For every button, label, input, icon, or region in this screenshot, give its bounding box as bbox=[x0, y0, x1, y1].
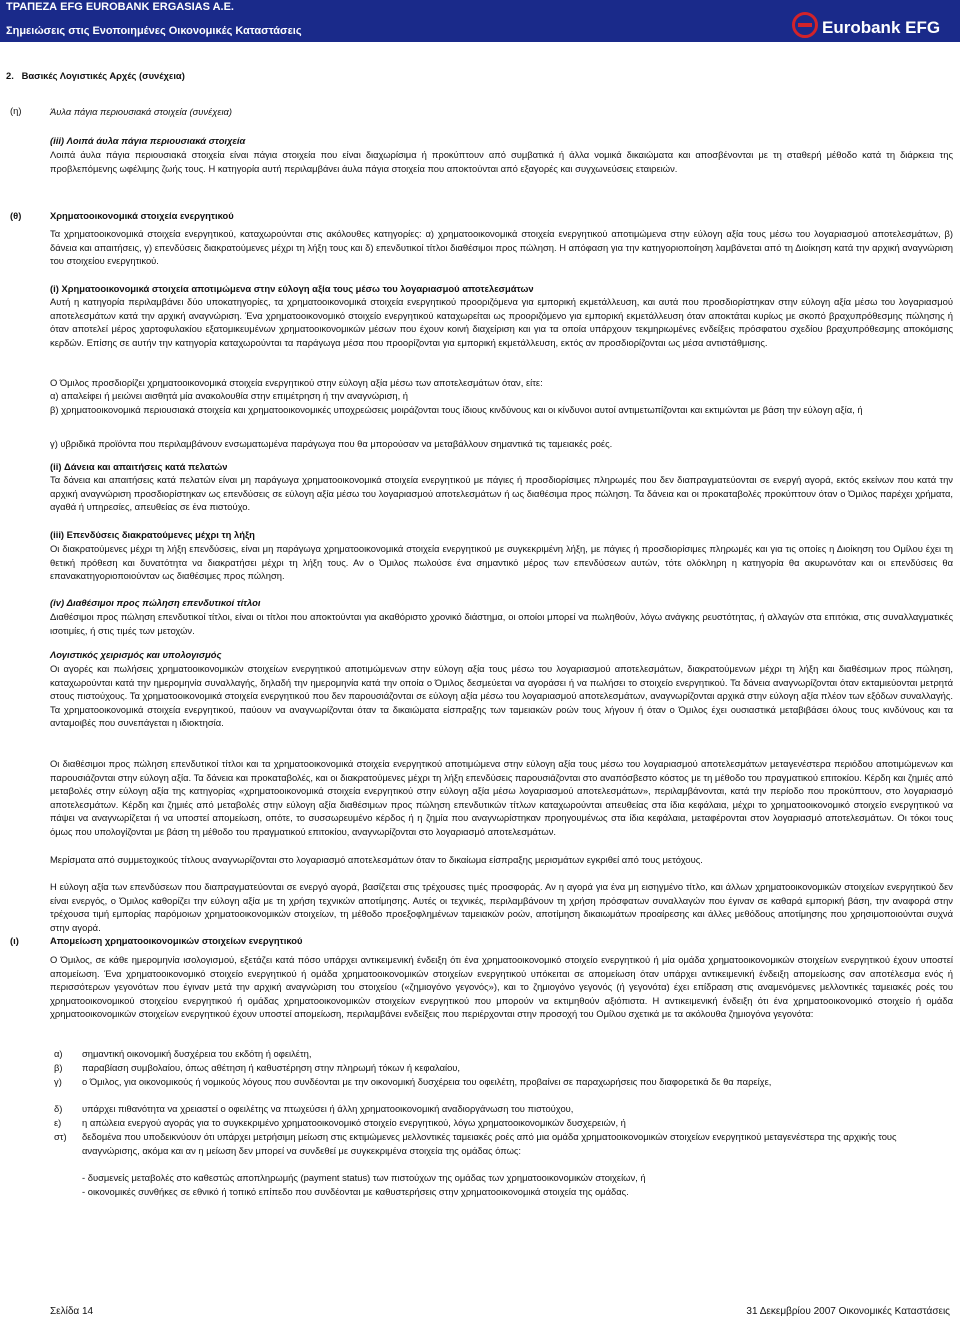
iota-dash-item: - οικονομικές συνθήκες σε εθνικό ή τοπικό επίπεδο που συνδέονται με καθυστερήσεις στην χρηματοοικονομικά στοιχεία της ομάδας. bbox=[82, 1186, 629, 1197]
theta-iv-heading: (iv) Διαθέσιμοι προς πώληση επενδυτικοί τίτλοι bbox=[50, 597, 261, 608]
page-number: Σελίδα 14 bbox=[50, 1306, 94, 1317]
accounting-text-2: Οι διαθέσιμοι προς πώληση επενδυτικοί τίτλοι και τα χρηματοοικονομικά στοιχεία ενεργητικού αποτιμώμενα στην εύλογη αξία τους μέσω του λογαριασμού αποτελεσμάτων μεταγενέστερα περιόδου αποτιμώμενων και παρουσιάζονται στην εύλογη αξία. Τα δάνεια και προκαταβολές, και οι διακρατούμενες μέχρι τη λήξη επενδύσεις παρουσιάζονται στο αναπόσβεστο κόστος με τη μέθοδο του πραγματικού επιτοκίου. Κέρδη και ζημιές από μεταβολές στην εύλογη αξία της κατηγορίας «χρηματοοικονομικά στοιχεία ενεργητικού στην εύλογη αξία μέσω λογαριασμού αποτελεσμάτων», περιλαμβάνονται, κατά την περίοδο που προκύπτουν, στο λογαριασμό αποτελεσμάτων. Κέρδη και ζημιές από μεταβολές στην εύλογη αξία διαθέσιμων προς πώληση επενδυτικών τίτλων καταχωρούνται απευθείας στα ίδια κεφάλαια, μέχρι το χρηματοοικονομικό στοιχείο ενεργητικού να πάψει να αναγνωρίζεται ή να υποστεί απομείωση, οπότε, το συσσωρευμένο κέρδος ή η ζημία που αναγνωρίστηκαν προηγουμένως στα ίδια κεφάλαια, μεταφέρονται στον λογαριασμό αποτελεσμάτων. Οι τόκοι τους όμως που υπολογίζονται με βάση τη μέθοδο του πραγματικού επιτοκίου, αναγνωρίζονται στο λογαριασμό αποτελεσμάτων. bbox=[50, 758, 953, 837]
subsection-label-theta: (θ) bbox=[10, 210, 22, 221]
iota-item-label: β) bbox=[54, 1062, 63, 1073]
theta-ii-heading: (ii) Δάνεια και απαιτήσεις κατά πελατών bbox=[50, 461, 228, 472]
subsection-title-theta: Χρηματοοικονομικά στοιχεία ενεργητικού bbox=[50, 210, 234, 221]
accounting-text-4: Η εύλογη αξία των επενδύσεων που διαπραγματεύονται σε ενεργό αγορά, βασίζεται στις τρέχουσες τιμές προσφοράς. Αν η αγορά για ένα μη εισηγμένο τίτλο, και άλλων χρηματοοικονομικών στοιχείων ενεργητικού δεν είναι ενεργός, ο Όμιλος καθορίζει την εύλογη αξία με τη χρήση τεχνικών αποτίμησης. Αυτές οι τεχνικές, περιλαμβάνουν τη χρήση πρόσφατων συναλλαγών που έγιναν σε καθαρά εμπορική βάση, την αναφορά στην τρέχουσα τιμή εμπορίας παρόμοιων χρηματοοικονομικών στοιχείων, τη μέθοδο προεξοφλημένων ταμειακών ροών, αποτίμηση δικαιωμάτων προαίρεσης και άλλες μεθόδους αποτίμησης που χρησιμοποιούνται συχνά στην αγορά. bbox=[50, 881, 953, 933]
theta-i-item-b: β) χρηματοοικονομικά περιουσιακά στοιχεία και χρηματοοικονομικές υποχρεώσεις μοιράζονται τους ίδιους κινδύνους και οι κίνδυνοι αυτοί αντιμετωπίζονται και εκτιμώνται με βάση την εύλογη αξία, ή bbox=[50, 404, 863, 415]
subsection-title-iota: Απομείωση χρηματοοικονομικών στοιχείων ενεργητικού bbox=[50, 935, 303, 946]
iota-item-text: υπάρχει πιθανότητα να χρειαστεί ο οφειλέτης να πτωχεύσει ή άλλη χρηματοοικονομική αναδιοργάνωση του πιστούχου, bbox=[82, 1103, 574, 1114]
theta-i-group: Ο Όμιλος προσδιορίζει χρηματοοικονομικά στοιχεία ενεργητικού στην εύλογη αξία μέσω των αποτελεσμάτων όταν, είτε: bbox=[50, 377, 543, 388]
accounting-text-1: Οι αγορές και πωλήσεις χρηματοοικονομικών στοιχείων ενεργητικού αποτιμώμενων στην εύλογη αξία τους μέσω του λογαριασμού αποτελεσμάτων, διακρατούμενων μέχρι τη λήξη και διαθέσιμων προς πώληση, καταχωρούνται κατά την ημερομηνία συναλλαγής, δηλαδή την ημερομηνία κατά την οποία ο Όμιλος δεσμεύεται να αγοράσει ή να πωλήσει το στοιχείο ενεργητικού. Τα δάνεια αναγνωρίζονται όταν εκταμιεύονται μετρητά στους πιστούχους. Τα χρηματοοικονομικά στοιχεία ενεργητικού που δεν παρουσιάζονται σε εύλογη αξία μέσω του λογαριασμού αποτελεσμάτων, αναγνωρίζονται αρχικά στην εύλογη αξία πλέον των εξόδων συναλλαγής. Τα χρηματοοικονομικά στοιχεία ενεργητικού, παύουν να αναγνωρίζονται όταν τα δικαιώματα είσπραξης των ταμειακών ροών τους λήγουν ή όταν ο Όμιλος έχει ουσιαστικά μεταβιβάσει όλους τους κινδύνους και τα ανταμοιβές που συνεπάγεται η ιδιοκτησία. bbox=[50, 663, 953, 728]
theta-intro: Τα χρηματοοικονομικά στοιχεία ενεργητικού, καταχωρούνται στις ακόλουθες κατηγορίες: α) χρηματοοικονομικά στοιχεία ενεργητικού αποτιμώμενα στην εύλογη αξία τους μέσω του λογαριασμού αποτελεσμάτων, β) δάνεια και απαιτήσεις, γ) επενδύσεις διακρατούμενες μέχρι τη λήξη τους και δ) επενδυτικοί τίτλοι διαθέσιμοι προς πώληση. Η απόφαση για την κατηγοριοποίηση λαμβάνεται από τη Διοίκηση κατά την αρχική αναγνώριση του στοιχείου ενεργητικού. bbox=[50, 228, 953, 266]
logo-text: Eurobank EFG bbox=[822, 18, 941, 37]
eurobank-logo bbox=[792, 12, 954, 42]
theta-iii-heading: (iii) Επενδύσεις διακρατούμενες μέχρι τη λήξη bbox=[50, 529, 255, 540]
iota-item-text: δεδομένα που υποδεικνύουν ότι υπάρχει μετρήσιμη μείωση στις εκτιμώμενες μελλοντικές ταμειακές ροές από μια ομάδα χρηματοοικονομικών στοιχείων ενεργητικού μεταγενέστερα της αρχικής τους αναγνώρισης, ακόμα και αν η μείωση δεν μπορεί να συνδεθεί με συγκεκριμένα στοιχεία της ομάδας όπως: bbox=[82, 1131, 897, 1156]
company-name: ΤΡΑΠΕΖΑ EFG EUROBANK ERGASIAS A.E. bbox=[6, 1, 234, 13]
iota-item-text: η απώλεια ενεργού αγοράς για το συγκεκριμένο χρηματοοικονομικό στοιχείο ενεργητικού, λόγω χρηματοοικονομικών δυσχερειών, ή bbox=[82, 1117, 626, 1128]
theta-iv-text: Διαθέσιμοι προς πώληση επενδυτικοί τίτλοι, είναι οι τίτλοι που αποκτούνται για ακαθόριστο χρονικό διάστημα, οι οποίοι μπορεί να πωληθούν, λόγω ανάγκης ρευστότητας, ή αλλαγών στα επιτόκια, στις συναλλαγματικές ισοτιμίες, ή στις τιμές των μετοχών. bbox=[50, 611, 953, 636]
theta-ii-text: Τα δάνεια και απαιτήσεις κατά πελατών είναι μη παράγωγα χρηματοοικονομικά στοιχεία ενεργητικού με πάγιες ή προσδιορίσιμες πληρωμές που δεν διαπραγματεύονται σε ενεργή αγορά, εκτός εκείνων που κατά την αρχική αναγνώριση προσδιορίστηκαν ως επενδύσεις σε εύλογη αξία μέσω του λογαριασμού αποτελεσμάτων ή ως διαθέσιμα προς πώληση. Τα δάνεια και οι προκαταβολές προκύπτουν όταν ο Όμιλος παρέχει χρήματα, αγαθά ή υπηρεσίες, απευθείας σε ένα πιστούχο. bbox=[50, 474, 953, 512]
document-subtitle: Σημειώσεις στις Ενοποιημένες Οικονομικές Καταστάσεις bbox=[6, 25, 302, 37]
iii-text: Λοιπά άυλα πάγια περιουσιακά στοιχεία είναι πάγια στοιχεία που είναι διαχωρίσιμα ή προκύπτουν από συμβατικά ή άλλα νομικά δικαιώματα και αποσβένονται με τη σταθερή μέθοδο κατά τη διάρκεια της προβλεπόμενης ωφέλιμης ζωής τους. Η κατηγορία αυτή περιλαμβάνει άυλα πάγια στοιχεία που αποκτούνται από εξαγορές και συγχωνεύσεις εταιρειών. bbox=[50, 149, 953, 174]
accounting-text-3: Μερίσματα από συμμετοχικούς τίτλους αναγνωρίζονται στο λογαριασμό αποτελεσμάτων όταν το δικαίωμα είσπραξης μερισμάτων εγκριθεί από τους μετόχους. bbox=[50, 854, 703, 865]
iota-item-text: παραβίαση συμβολαίου, όπως αθέτηση ή καθυστέρηση στην πληρωμή τόκων ή κεφαλαίου, bbox=[82, 1062, 461, 1073]
iota-item-label: δ) bbox=[54, 1103, 63, 1114]
iota-item-text: σημαντική οικονομική δυσχέρεια του εκδότη ή οφειλέτη, bbox=[82, 1048, 312, 1059]
iota-item-label: α) bbox=[54, 1048, 63, 1059]
iii-heading: (iii) Λοιπά άυλα πάγια περιουσιακά στοιχεία bbox=[50, 135, 246, 146]
iota-item-text: ο Όμιλος, για οικονομικούς ή νομικούς λόγους που συνδέονται με την οικονομική δυσχέρεια του οφειλέτη, προβαίνει σε παραχωρήσεις που διαφορετικά δε θα παρείχε, bbox=[82, 1076, 772, 1087]
theta-i-heading: (i) Χρηματοοικονομικά στοιχεία αποτιμώμενα στην εύλογη αξία τους μέσω του λογαριασμού αποτελεσμάτων bbox=[50, 283, 534, 294]
iota-item-label: ε) bbox=[54, 1117, 62, 1128]
theta-i-item-c: γ) υβριδικά προϊόντα που περιλαμβάνουν ενσωματωμένα παράγωγα που θα μπορούσαν να μεταβάλλουν σημαντικά τις ταμειακές ροές. bbox=[50, 438, 613, 449]
iota-text: Ο Όμιλος, σε κάθε ημερομηνία ισολογισμού, εξετάζει κατά πόσο υπάρχει αντικειμενική ένδειξη ότι ένα χρηματοοικονομικό στοιχείο ενεργητικού ή μία ομάδα χρηματοοικονομικών στοιχείων ενεργητικού έχουν υποστεί απομείωση. Ένα χρηματοοικονομικό στοιχείο ενεργητικού ή ομάδα χρηματοοικονομικών στοιχείων ενεργητικού υπόκειται σε απομείωση όταν υπάρχει αντικειμενική ένδειξη απομείωσης σαν αποτέλεσμα ενός ή περισσότερων γεγονότων που έγιναν μετά την αρχική αναγνώριση του στοιχείου («ζημιογόνο γεγονός»), και το ζημιογόνο γεγονός (ή γεγονότα) έχει επίδραση στις αναμενόμενες μελλοντικές ταμειακές ροές του χρηματοοικονομικού στοιχείου ενεργητικού ή ομάδας χρηματοοικονομικών στοιχείων ενεργητικού που μπορούν να εκτιμηθούν αξιόπιστα. Η αντικειμενική ένδειξη ότι ένα χρηματοοικονομικό στοιχείο ή ομάδα χρηματοοικονομικών στοιχείων ενεργητικού έχουν υποστεί απομείωση, περιλαμβάνει ενδείξεις που περιέρχονται στην προσοχή του Ομίλου σχετικά με τα ακόλουθα ζημιογόνα γεγονότα: bbox=[50, 954, 953, 1019]
accounting-heading: Λογιστικός χειρισμός και υπολογισμός bbox=[50, 649, 222, 660]
subsection-title-eta: Άυλα πάγια περιουσιακά στοιχεία (συνέχεια) bbox=[50, 106, 233, 117]
iota-dash-item: - δυσμενείς μεταβολές στο καθεστώς αποπληρωμής (payment status) των πιστούχων της ομάδας των χρηματοοικονομικών στοιχείων, ή bbox=[82, 1172, 646, 1183]
iota-item-label: στ) bbox=[54, 1131, 67, 1142]
theta-i-item-a: α) απαλείφει ή μειώνει αισθητά μία ανακολουθία στην επιμέτρηση ή την αναγνώριση, ή bbox=[50, 390, 408, 401]
iota-item-label: γ) bbox=[54, 1076, 62, 1087]
subsection-label-eta: (η) bbox=[10, 105, 22, 116]
footer-date: 31 Δεκεμβρίου 2007 Οικονομικές Καταστάσεις bbox=[746, 1306, 950, 1317]
subsection-label-iota: (ι) bbox=[10, 935, 19, 946]
section-heading: 2. Βασικές Λογιστικές Αρχές (συνέχεια) bbox=[6, 70, 185, 81]
theta-iii-text: Οι διακρατούμενες μέχρι τη λήξη επενδύσεις, είναι μη παράγωγα χρηματοοικονομικά στοιχεία ενεργητικού με συγκεκριμένη λήξη, με πάγιες ή προσδιορίσιμες πληρωμές και για τις οποίες η Διοίκηση του Ομίλου έχει τη θετική πρόθεση και δυνατότητα να διακρατήσει μέχρι τη λήξη τους. Αν ο Όμιλος πωλούσε ένα σημαντικό μέρος των επενδύσεων αυτών, τότε ολόκληρη η κατηγορία θα ακυρωνόταν και οι επενδύσεις θα επανακατηγοριοποιούνταν ως διαθέσιμες προς πώληση. bbox=[50, 543, 953, 581]
theta-i-text: Αυτή η κατηγορία περιλαμβάνει δύο υποκατηγορίες, τα χρηματοοικονομικά στοιχεία ενεργητικού προοριζόμενα για εμπορική εκμετάλλευση, και αυτά που προσδιορίστηκαν στην εύλογη αξία μέσω του λογαριασμού αποτελεσμάτων κατά την αρχική αναγνώριση. Ένα χρηματοοικονομικό στοιχείο ενεργητικού καταχωρείται ως προοριζόμενο για εμπορική εκμετάλλευση όταν αποκτάται κυρίως με σκοπό βραχυπρόθεσμης πώλησης ή όταν αποτελεί μέρος χαρτοφυλακίου εξατομικευμένων χρηματοοικονομικών μέσων που έχουν κοινή διαχείριση και για τα οποία υπάρχουν τεκμηριωμένες ενδείξεις πρόσφατου σχεδίου βραχυπρόθεσμης αποκόμισης κερδών. Επίσης σε αυτήν την κατηγορία καταχωρούνται τα παράγωγα μέσα που προορίζονται για εμπορική εκμετάλλευση, εκτός αν προσδιορίζονται ως μέσα αντιστάθμισης. bbox=[50, 296, 953, 348]
logo-mark-icon bbox=[792, 12, 818, 38]
